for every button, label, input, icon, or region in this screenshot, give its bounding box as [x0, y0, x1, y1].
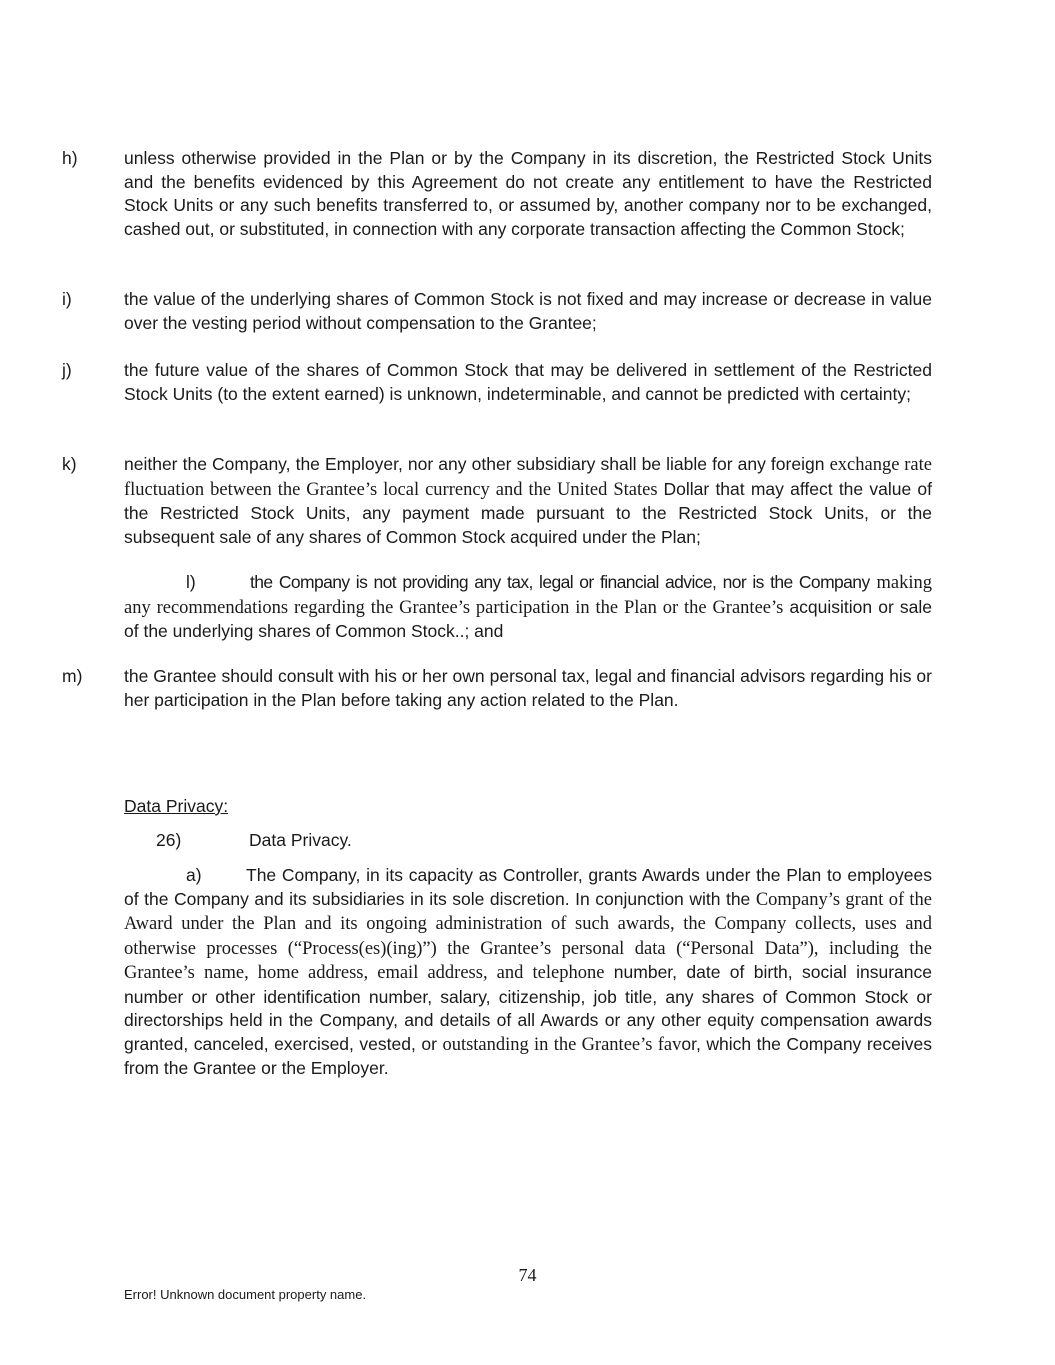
- item-text-part: exchange rate fluctuation between the Grantee’s local currency and the United States: [124, 455, 932, 500]
- item-label: h): [62, 148, 78, 168]
- paragraph-text-part: number, date of birth, social insurance number or other identification number, salary, citizenship, job title, any shares of Common Stock or directorships held in the Company, and details of all Awards or any other equity compensation awards granted, canceled, exercised, vested, or: [124, 962, 932, 1054]
- item-label: m): [62, 666, 83, 686]
- section-title: Data Privacy.: [249, 830, 352, 850]
- list-item-l: [124, 571, 932, 644]
- list-item-k: [62, 453, 932, 549]
- paragraph-label: a): [186, 865, 202, 885]
- item-text-part: Dollar that may affect the value of the Restricted Stock Units, any payment made pursuant to the Restricted Stock Units, or the subsequent sale of any shares of Common Stock acquired under the Plan;: [124, 478, 933, 547]
- paragraph-text-part: or, which the Company receives from the Grantee or the Employer.: [124, 1033, 932, 1078]
- data-privacy-heading: Data Privacy:: [124, 796, 229, 816]
- item-text-part: making any recommendations regarding the Grantee’s participation in the Plan or the Grantee’s: [124, 573, 932, 618]
- item-text: the future value of the shares of Common Stock that may be delivered in settlement of the Restricted Stock Units (to the extent earned) is unknown, indeterminable, and cannot be predicted with certainty;: [124, 360, 932, 404]
- paragraph-text-part: The Company, in its capacity as Controller, grants Awards under the Plan to employees of the Company and its subsidiaries in its sole discretion. In conjunction with the: [124, 865, 932, 909]
- item-text: unless otherwise provided in the Plan or by the Company in its discretion, the Restricted Stock Units and the benefits evidenced by this Agreement do not create any entitlement to have the Restricted Stock Units or any such benefits transferred to, or assumed by, another company nor to be exchanged, cashed out, or substituted, in connection with any corporate transaction affecting the Common Stock;: [124, 148, 932, 239]
- item-text-part: acquisition or sale of the underlying shares of Common Stock..; and: [124, 596, 933, 641]
- data-privacy-paragraph: [124, 864, 932, 1081]
- item-text: the Grantee should consult with his or her own personal tax, legal and financial advisors regarding his or her participation in the Plan before taking any action related to the Plan.: [124, 666, 932, 710]
- item-text-part: neither the Company, the Employer, nor any other subsidiary shall be liable for any foreign: [124, 454, 825, 474]
- footer-text: Error! Unknown document property name.: [124, 1287, 367, 1302]
- item-text-part: the Company is not providing any tax, legal or financial advice, nor is the Company: [250, 572, 870, 592]
- page-number: 74: [518, 1265, 537, 1285]
- list-item-h: [62, 147, 932, 241]
- paragraph-text-part: outstanding in the Grantee’s fav: [442, 1034, 682, 1055]
- item-text: [124, 453, 932, 549]
- list-item-m: [62, 665, 932, 712]
- item-text: the value of the underlying shares of Common Stock is not fixed and may increase or decrease in value over the vesting period without compensation to the Grantee;: [124, 289, 932, 333]
- paragraph-text-part: Company’s grant of the Award under the Plan and its ongoing administration of such awards, the Company collects, uses and otherwise processes (“Process(es)(ing)”) the Grantee’s personal data (“Personal Data”), including the Grantee’s name, home address, email address, and telephone: [124, 889, 932, 983]
- item-label: i): [62, 289, 72, 309]
- section-number: 26): [156, 830, 182, 850]
- list-item-i: [62, 288, 932, 335]
- list-item-j: [62, 359, 932, 406]
- item-label: k): [62, 454, 77, 474]
- item-label: l): [186, 572, 196, 592]
- item-label: j): [62, 360, 72, 380]
